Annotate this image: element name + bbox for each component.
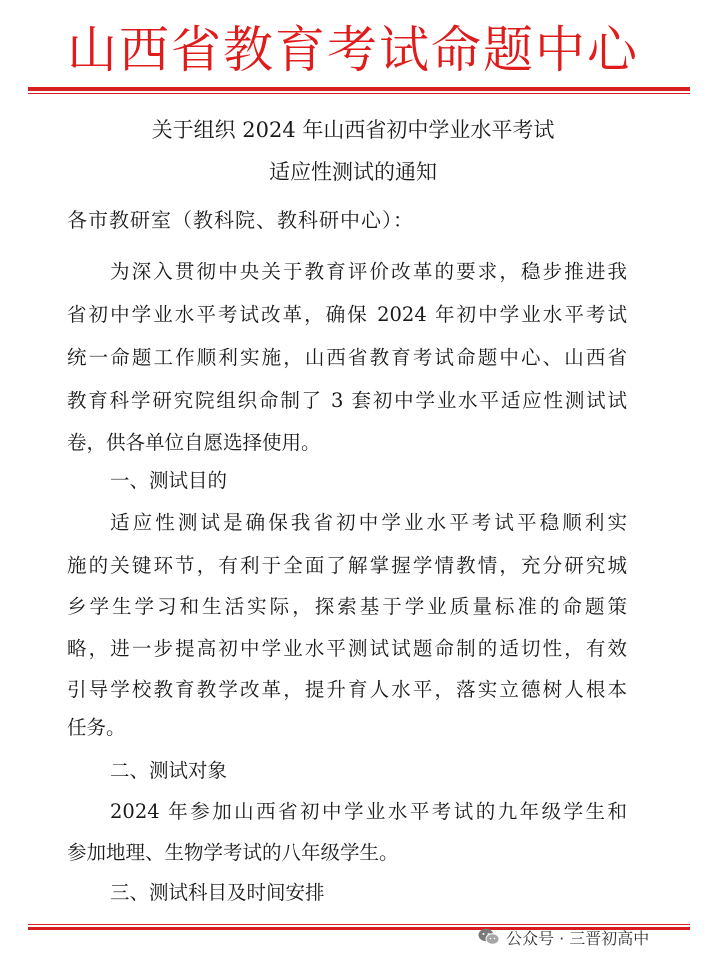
intro-line: 为深入贯彻中央关于教育评价改革的要求，稳步推进我 [110,260,627,283]
masthead-rule-thick [28,87,690,91]
watermark-text: 公众号 · 三晋初高中 [506,928,650,948]
section1-line: 略，进一步提高初中学业水平测试试题命制的适切性，有效 [67,637,627,660]
masthead-org-name: 山西省教育考试命题中心 [67,21,639,79]
section2-line: 参加地理、生物学考试的八年级学生。 [67,841,399,864]
intro-line: 卷，供各单位自愿选择使用。 [67,431,321,454]
notice-title-line-1: 关于组织 2024 年山西省初中学业水平考试 [151,118,555,142]
section-heading-subjects-schedule: 三、测试科目及时间安排 [110,881,325,904]
section1-line: 施的关键环节，有利于全面了解掌握学情教情，充分研究城 [67,554,627,577]
masthead-rule-thin [28,93,690,94]
watermark [478,924,649,950]
section1-line: 引导学校教育教学改革，提升育人水平，落实立德树人根本 [67,678,627,701]
intro-line: 统一命题工作顺利实施，山西省教育考试命题中心、山西省 [67,346,627,369]
wechat-icon [478,928,500,946]
section-heading-participants: 二、测试对象 [110,759,228,782]
notice-title-line-2: 适应性测试的通知 [269,160,437,184]
section-heading-purpose: 一、测试目的 [110,469,228,492]
section1-line: 任务。 [67,716,126,739]
intro-line: 教育科学研究院组织命制了 3 套初中学业水平适应性测试试 [67,389,627,412]
salutation: 各市教研室（教科院、教科研中心）： [67,208,414,232]
section1-line: 乡学生学习和生活实际，探索基于学业质量标准的命题策 [67,595,627,618]
section2-line: 2024 年参加山西省初中学业水平考试的九年级学生和 [110,800,627,823]
section1-line: 适应性测试是确保我省初中学业水平考试平稳顺利实 [110,511,627,534]
intro-line: 省初中学业水平考试改革，确保 2024 年初中学业水平考试 [67,303,627,326]
